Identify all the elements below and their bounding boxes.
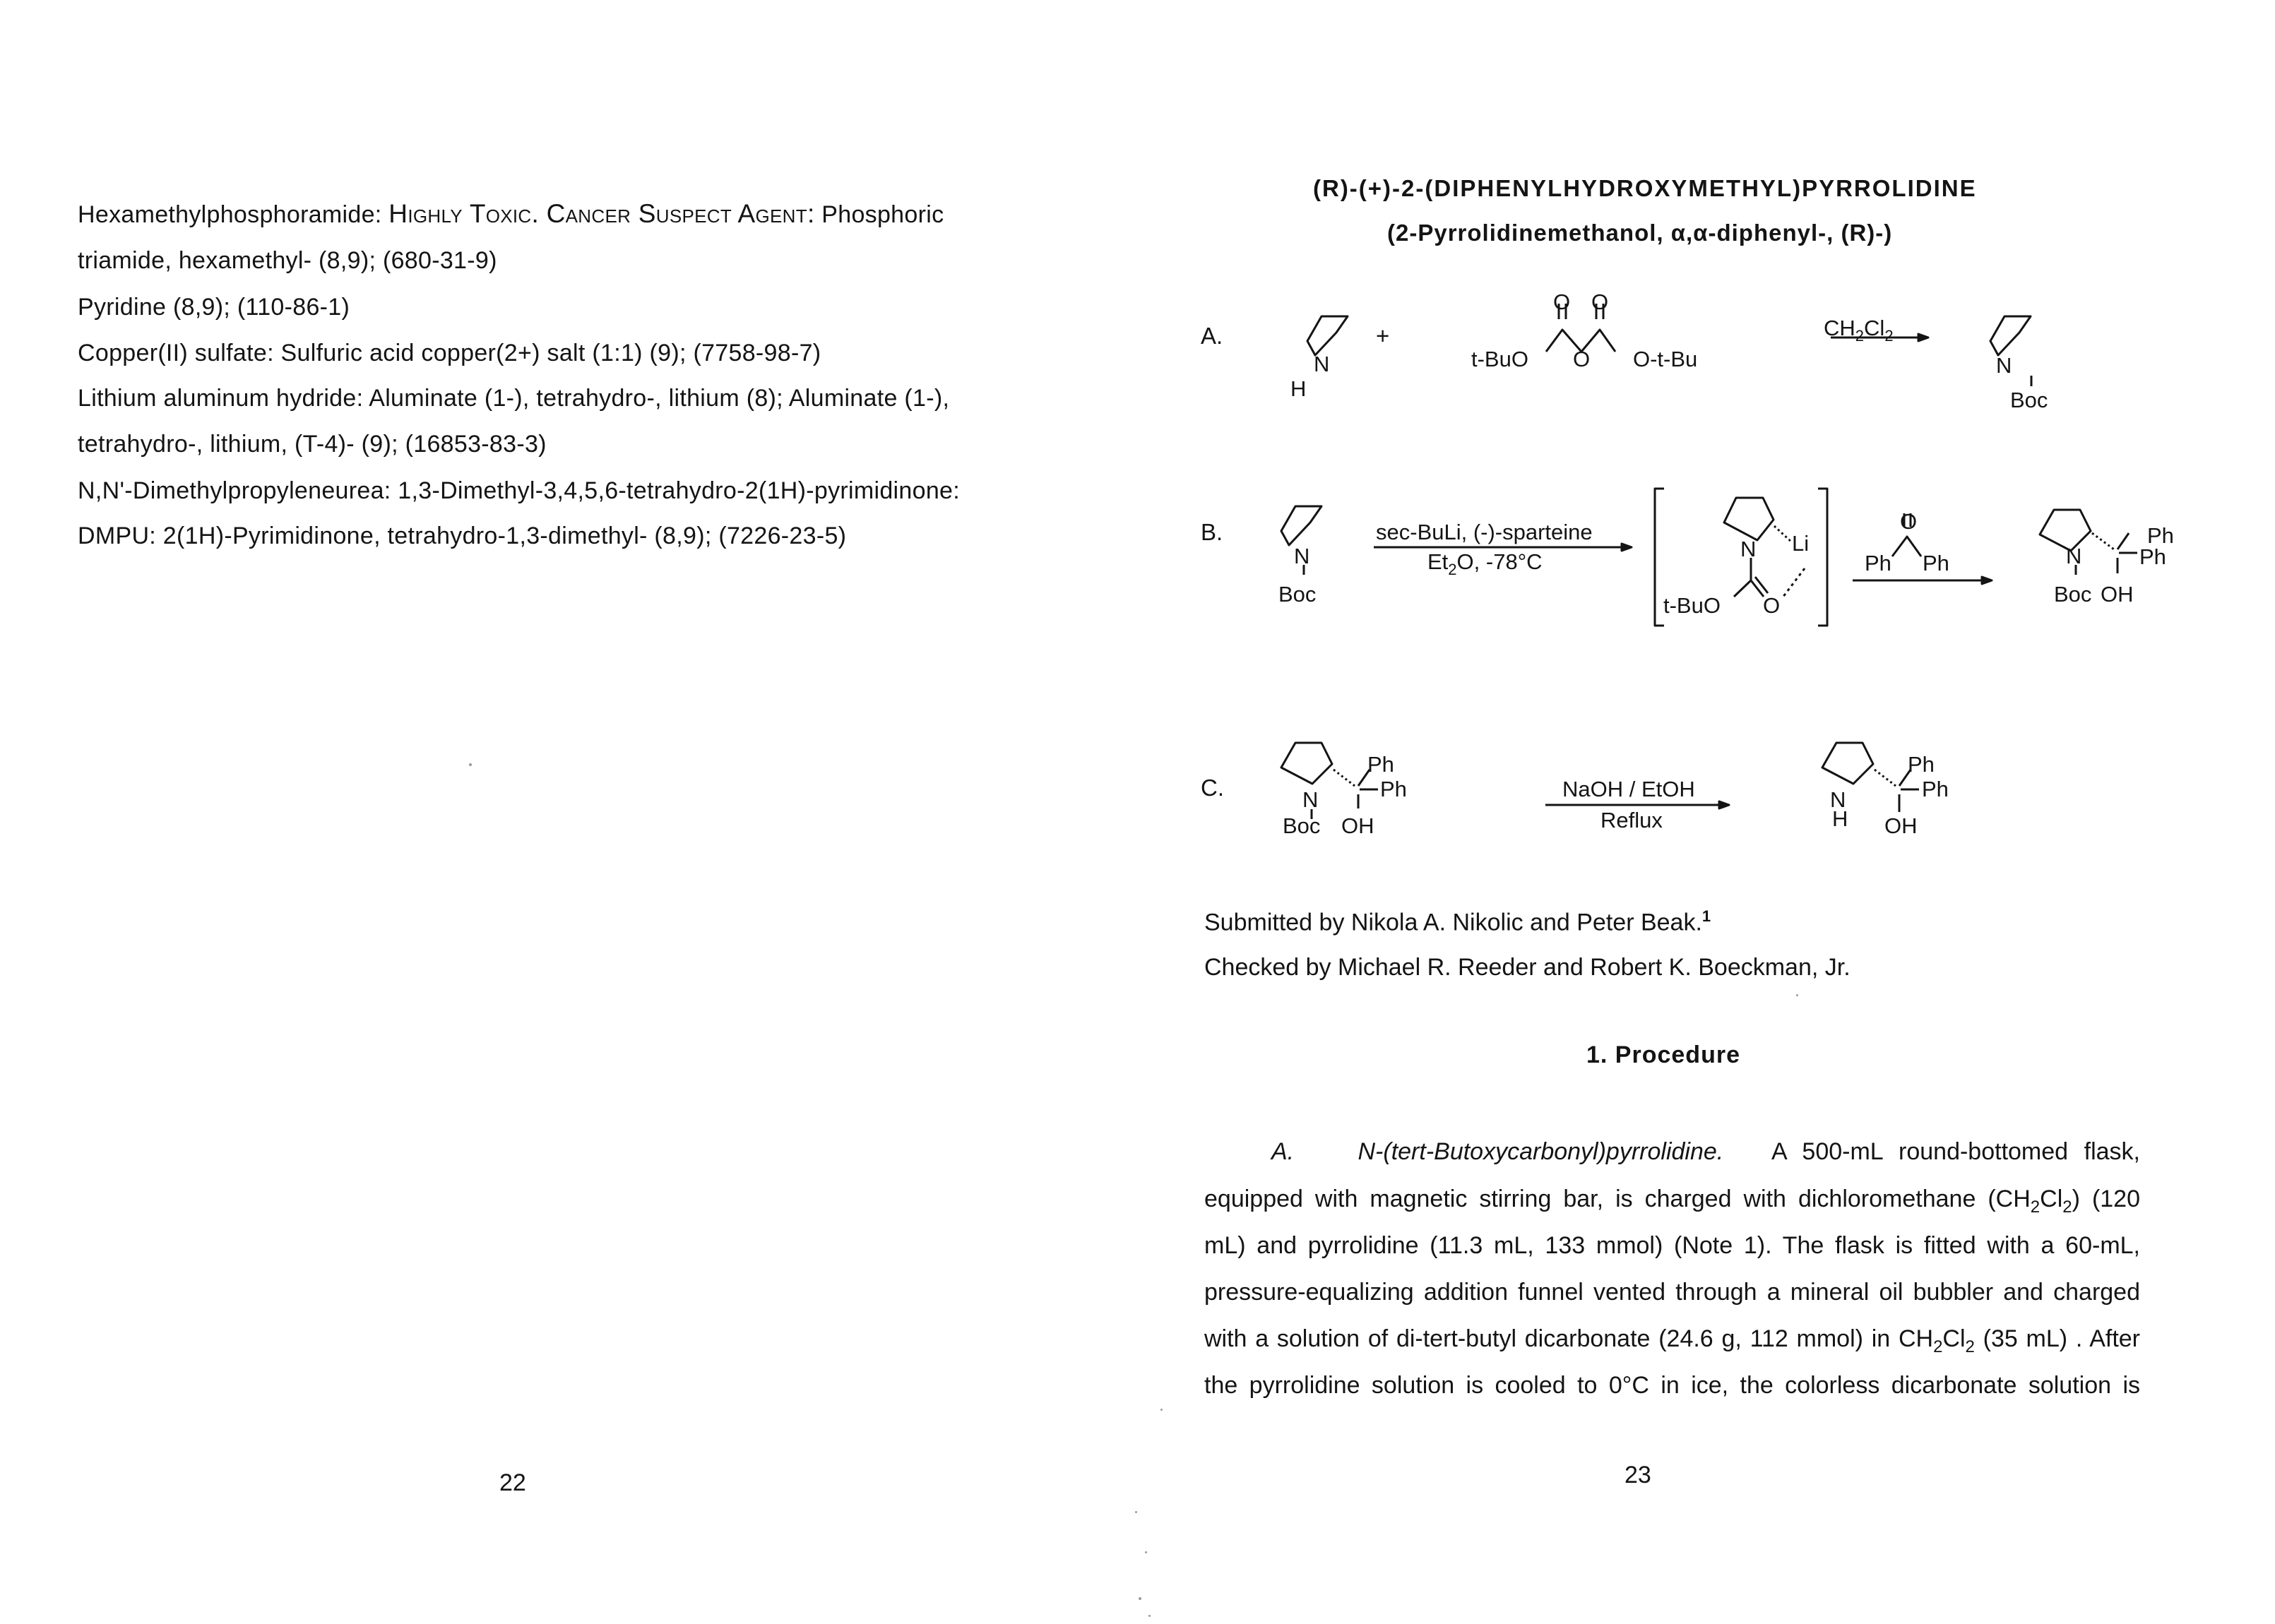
phenyl-group: Ph: [1865, 551, 1891, 575]
left-line-8: DMPU: 2(1H)-Pyrimidinone, tetrahydro-1,3-dimethyl- (8,9); (7226-23-5): [78, 523, 847, 549]
procedure-text: with a solution of di-tert-butyl dicarbonate (24.6 g, 112 mmol) in CH: [1204, 1325, 1934, 1352]
procedure-text: A 500-mL round-bottomed flask,: [1771, 1138, 2141, 1165]
carbamate-bond: [1734, 580, 1751, 597]
c-ph-bond: [2117, 533, 2129, 549]
procedure-text: (35 mL) . After: [1974, 1325, 2140, 1352]
right-page-number: 23: [1624, 1462, 1651, 1488]
procedure-line-2: [1204, 1186, 2140, 1217]
otbu-group: O-t-Bu: [1633, 347, 1698, 371]
left-line-1: [78, 199, 944, 229]
boc-pyrrolidine-ring: [1990, 316, 2031, 355]
compound-subtitle: (2-Pyrrolidinemethanol, α,α-diphenyl-, (R)-): [1387, 220, 1893, 246]
product-ring: [2040, 510, 2091, 551]
scan-speck: [1135, 1511, 1137, 1513]
phenyl-group: Ph: [1922, 777, 1949, 801]
footnote-marker[interactable]: 1: [1701, 907, 1711, 925]
tbuo-group: t-BuO: [1471, 347, 1528, 371]
procedure-text: Cl: [2040, 1186, 2063, 1212]
boc-pyrrolidine-ring: [1281, 506, 1321, 545]
subscript: 2: [1933, 1337, 1943, 1356]
scan-speck: [1148, 1615, 1151, 1617]
carbamate-bond: [1751, 580, 1764, 597]
pyrrolidine-ring: [1307, 316, 1348, 355]
benzophenone-skeleton: [1892, 537, 1921, 556]
procedure-line-1: [1204, 1138, 2140, 1166]
condition-b-bottom: $Et_2O$, -78°C: [1427, 549, 1543, 578]
atom-n: N: [1302, 787, 1319, 812]
procedure-compound: N-(tert-Butoxycarbonyl)pyrrolidine.: [1358, 1138, 1724, 1165]
procedure-text: Cl: [1942, 1325, 1966, 1352]
submitted-by-text: Submitted by Nikola A. Nikolic and Peter Beak.: [1204, 909, 1702, 936]
tbuo-group: t-BuO: [1663, 593, 1721, 618]
atom-n: N: [1830, 787, 1846, 812]
phenyl-group: Ph: [1380, 777, 1407, 801]
phenyl-group: Ph: [1908, 752, 1935, 777]
boc-group: Boc: [1278, 582, 1317, 607]
step-a-label: A.: [1201, 323, 1223, 349]
phenyl-group: Ph: [1923, 551, 1949, 575]
stereo-hash-bond: [1774, 526, 1792, 542]
hazard-warning: Highly Toxic. Cancer Suspect Agent:: [388, 199, 815, 228]
left-line-4: Copper(II) sulfate: Sulfuric acid copper(2+) salt (1:1) (9); (7758-98-7): [78, 340, 821, 366]
atom-li: Li: [1792, 531, 1810, 556]
stereo-hash-bond: [2092, 533, 2114, 549]
procedure-line-4: pressure-equalizing addition funnel vented through a mineral oil bubbler and charged: [1204, 1279, 2140, 1306]
scan-speck: [469, 763, 472, 766]
arrow-head: [1918, 334, 1928, 341]
checked-by: Checked by Michael R. Reeder and Robert K. Boeckman, Jr.: [1204, 954, 1851, 981]
procedure-step-label: A.: [1271, 1138, 1295, 1165]
hmpa-name: Hexamethylphosphoramide:: [78, 201, 389, 228]
final-product-ring: [1822, 743, 1873, 784]
scan-speck: [1139, 1597, 1141, 1600]
scan-speck: [1145, 1551, 1147, 1553]
condition-c-top: NaOH / EtOH: [1562, 777, 1695, 801]
arrow-head: [1622, 544, 1632, 551]
arrow-head: [1719, 801, 1729, 808]
stereo-hash-bond: [1875, 770, 1896, 786]
arrow-head: [1982, 577, 1992, 584]
stereo-hash-bond: [1333, 770, 1355, 786]
subscript: 2: [2062, 1197, 2072, 1217]
subscript: 2: [1965, 1337, 1975, 1356]
solvent-label: $CH_2Cl_2$: [1824, 316, 1894, 345]
atom-n: N: [1740, 537, 1757, 561]
scan-speck: [1160, 1409, 1163, 1411]
li-o-coordination: [1783, 568, 1805, 597]
section-heading-procedure: 1. Procedure: [1586, 1041, 1740, 1068]
atom-o: O: [1900, 509, 1918, 534]
atom-o: O: [1553, 289, 1571, 314]
left-page-number: 22: [499, 1469, 526, 1496]
procedure-text: equipped with magnetic stirring bar, is charged with dichloromethane (CH: [1204, 1186, 2031, 1212]
atom-o: O: [1763, 593, 1781, 618]
step-b-label: B.: [1201, 519, 1223, 545]
carbamate-double-bond: [1755, 577, 1768, 593]
step-c-label: C.: [1201, 775, 1224, 801]
submitted-by: [1204, 907, 1711, 936]
left-line-5: Lithium aluminum hydride: Aluminate (1-), tetrahydro-, lithium (8); Aluminate (1-),: [78, 385, 950, 412]
hydroxyl-group: OH: [1341, 813, 1374, 838]
atom-n: N: [1996, 353, 2012, 378]
left-line-6: tetrahydro-, lithium, (T-4)- (9); (16853-83-3): [78, 431, 547, 458]
atom-o: O: [1591, 289, 1609, 314]
hydroxyl-group: OH: [1884, 813, 1918, 838]
phenyl-group: Ph: [2147, 523, 2174, 548]
boc-group: Boc: [2054, 582, 2092, 607]
condition-b-top: sec-BuLi, (-)-sparteine: [1376, 520, 1593, 544]
atom-n: N: [2066, 544, 2082, 568]
phenyl-group: Ph: [1367, 752, 1394, 777]
procedure-line-6: the pyrrolidine solution is cooled to 0°C in ice, the colorless dicarbonate solution is: [1204, 1372, 2140, 1399]
left-line-7: N,N'-Dimethylpropyleneurea: 1,3-Dimethyl-3,4,5,6-tetrahydro-2(1H)-pyrimidinone:: [78, 477, 960, 504]
bridging-o: O: [1573, 347, 1591, 371]
boc-product-ring: [1281, 743, 1332, 784]
scan-speck: [1796, 994, 1798, 996]
atom-n: N: [1294, 544, 1310, 568]
plus-sign: +: [1376, 323, 1390, 349]
hmpa-cas-name: Phosphoric: [814, 201, 944, 228]
compound-title: (R)-(+)-2-(DIPHENYLHYDROXYMETHYL)PYRROLIDINE: [1313, 175, 1977, 201]
atom-h: H: [1832, 806, 1848, 831]
reaction-scheme: [1165, 275, 2275, 883]
hydroxyl-group: OH: [2101, 582, 2134, 607]
procedure-text: ) (120: [2072, 1186, 2140, 1212]
atom-n: N: [1314, 352, 1330, 376]
boc-group: Boc: [2010, 388, 2048, 412]
lithiated-ring: [1724, 498, 1774, 540]
left-line-2: triamide, hexamethyl- (8,9); (680-31-9): [78, 247, 497, 274]
boc-group: Boc: [1283, 813, 1321, 838]
condition-c-bottom: Reflux: [1600, 808, 1663, 832]
phenyl-group: Ph: [2139, 544, 2166, 569]
left-line-3: Pyridine (8,9); (110-86-1): [78, 294, 350, 321]
atom-h: H: [1290, 376, 1307, 401]
subscript: 2: [2030, 1197, 2041, 1217]
procedure-line-3: mL) and pyrrolidine (11.3 mL, 133 mmol) (Note 1). The flask is fitted with a 60-mL,: [1204, 1232, 2140, 1259]
bracket-right: [1818, 489, 1827, 626]
procedure-line-5: [1204, 1325, 2140, 1357]
